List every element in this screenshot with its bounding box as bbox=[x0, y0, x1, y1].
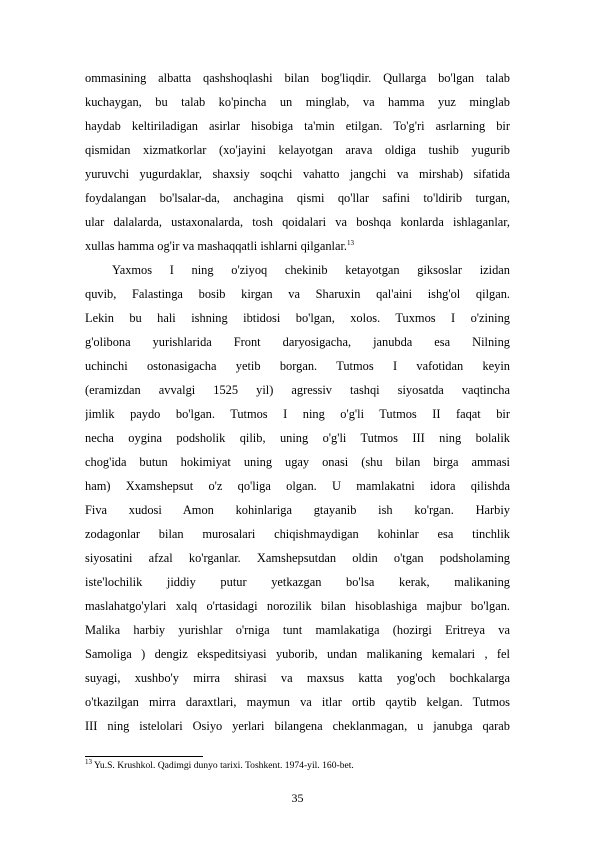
body-text bbox=[85, 66, 510, 738]
text-line: haydab keltiriladigan asirlar hisobiga ta'min etilgan. To'g'ri asrlarning bir bbox=[85, 119, 510, 133]
text-line: quvib, Falastinga bosib kirgan va Sharuxin qal'aini ishg'ol qilgan. bbox=[85, 287, 510, 301]
text-line: yuruvchi yugurdaklar, shaxsiy soqchi vahatto jangchi va mirshab) sifatida bbox=[85, 167, 510, 181]
text-line: suyagi, xushbo'y mirra shirasi va maxsus katta yog'och bochkalarga bbox=[85, 671, 510, 685]
text-line: foydalangan bo'lsalar-da, anchagina qismi qo'llar safini to'ldirib turgan, bbox=[85, 191, 510, 205]
text-line: Fiva xudosi Amon kohinlariga gtayanib ish ko'rgan. Harbiy bbox=[85, 503, 510, 517]
text-line: kuchaygan, bu talab ko'pincha un minglab, va hamma yuz minglab bbox=[85, 95, 510, 109]
text-line: ommasining albatta qashshoqlashi bilan bog'liqdir. Qullarga bo'lgan talab bbox=[85, 71, 510, 85]
text-line: qismidan xizmatkorlar (xo'jayini kelayotgan arava oldiga tushib yugurib bbox=[85, 143, 510, 157]
text-line: necha oygina podsholik qilib, uning o'g'li Tutmos III ning bolalik bbox=[85, 431, 510, 445]
footnote-text: Yu.S. Krushkol. Qadimgi dunyo tarixi. Toshkent. 1974-yil. 160-bet. bbox=[92, 760, 354, 771]
text-line: maslahatgo'ylari xalq o'rtasidagi norozilik bilan hisoblashiga majbur bo'lgan. bbox=[85, 599, 510, 613]
text-line: Samoliga ) dengiz ekspeditsiyasi yuborib, undan malikaning kemalari , fel bbox=[85, 647, 510, 661]
text-line: jimlik paydo bo'lgan. Tutmos I ning o'g'li Tutmos II faqat bir bbox=[85, 407, 510, 421]
page-number: 35 bbox=[291, 791, 304, 805]
paragraph-start-line: Yaxmos I ning o'ziyoq chekinib ketayotgan giksoslar izidan bbox=[112, 263, 510, 277]
text-line-content: xullas hamma og'ir va mashaqqatli ishlarni qilganlar. bbox=[85, 239, 348, 253]
text-line: (eramizdan avvalgi 1525 yil) agressiv tashqi siyosatda vaqtincha bbox=[85, 383, 510, 397]
text-line: chog'ida butun hokimiyat uning ugay onasi (shu bilan birga ammasi bbox=[85, 455, 510, 469]
text-line: ham) Xxamshepsut o'z qo'liga olgan. U mamlakatni idora qilishda bbox=[85, 479, 510, 493]
footnote bbox=[85, 759, 510, 773]
text-line: ular dalalarda, ustaxonalarda, tosh qoidalari va boshqa konlarda ishlaganlar, bbox=[85, 215, 510, 229]
text-line: g'olibona yurishlarida Front daryosigacha, janubda esa Nilning bbox=[85, 335, 510, 349]
footnote-reference[interactable]: 13 bbox=[347, 238, 355, 247]
footnote-number: 13 bbox=[85, 757, 92, 766]
text-line: uchinchi ostonasigacha yetib borgan. Tutmos I vafotidan keyin bbox=[85, 359, 510, 373]
text-line: siyosatini afzal ko'rganlar. Xamshepsutdan oldin o'tgan podsholaming bbox=[85, 551, 510, 565]
text-line: Lekin bu hali ishning ibtidosi bo'lgan, xolos. Tuxmos I o'zining bbox=[85, 311, 510, 325]
text-line-with-footnote-ref bbox=[85, 234, 510, 258]
text-line: III ning istelolari Osiyo yerlari bilangena cheklanmagan, u janubga qarab bbox=[85, 719, 510, 733]
text-line: iste'lochilik jiddiy putur yetkazgan bo'lsa kerak, malikaning bbox=[85, 575, 510, 589]
text-line: Malika harbiy yurishlar o'rniga tunt mamlakatiga (hozirgi Eritreya va bbox=[85, 623, 510, 637]
text-line: o'tkazilgan mirra daraxtlari, maymun va itlar ortib qaytib kelgan. Tutmos bbox=[85, 695, 510, 709]
text-line: zodagonlar bilan murosalari chiqishmaydigan kohinlar esa tinchlik bbox=[85, 527, 510, 541]
footnote-divider bbox=[85, 756, 203, 757]
